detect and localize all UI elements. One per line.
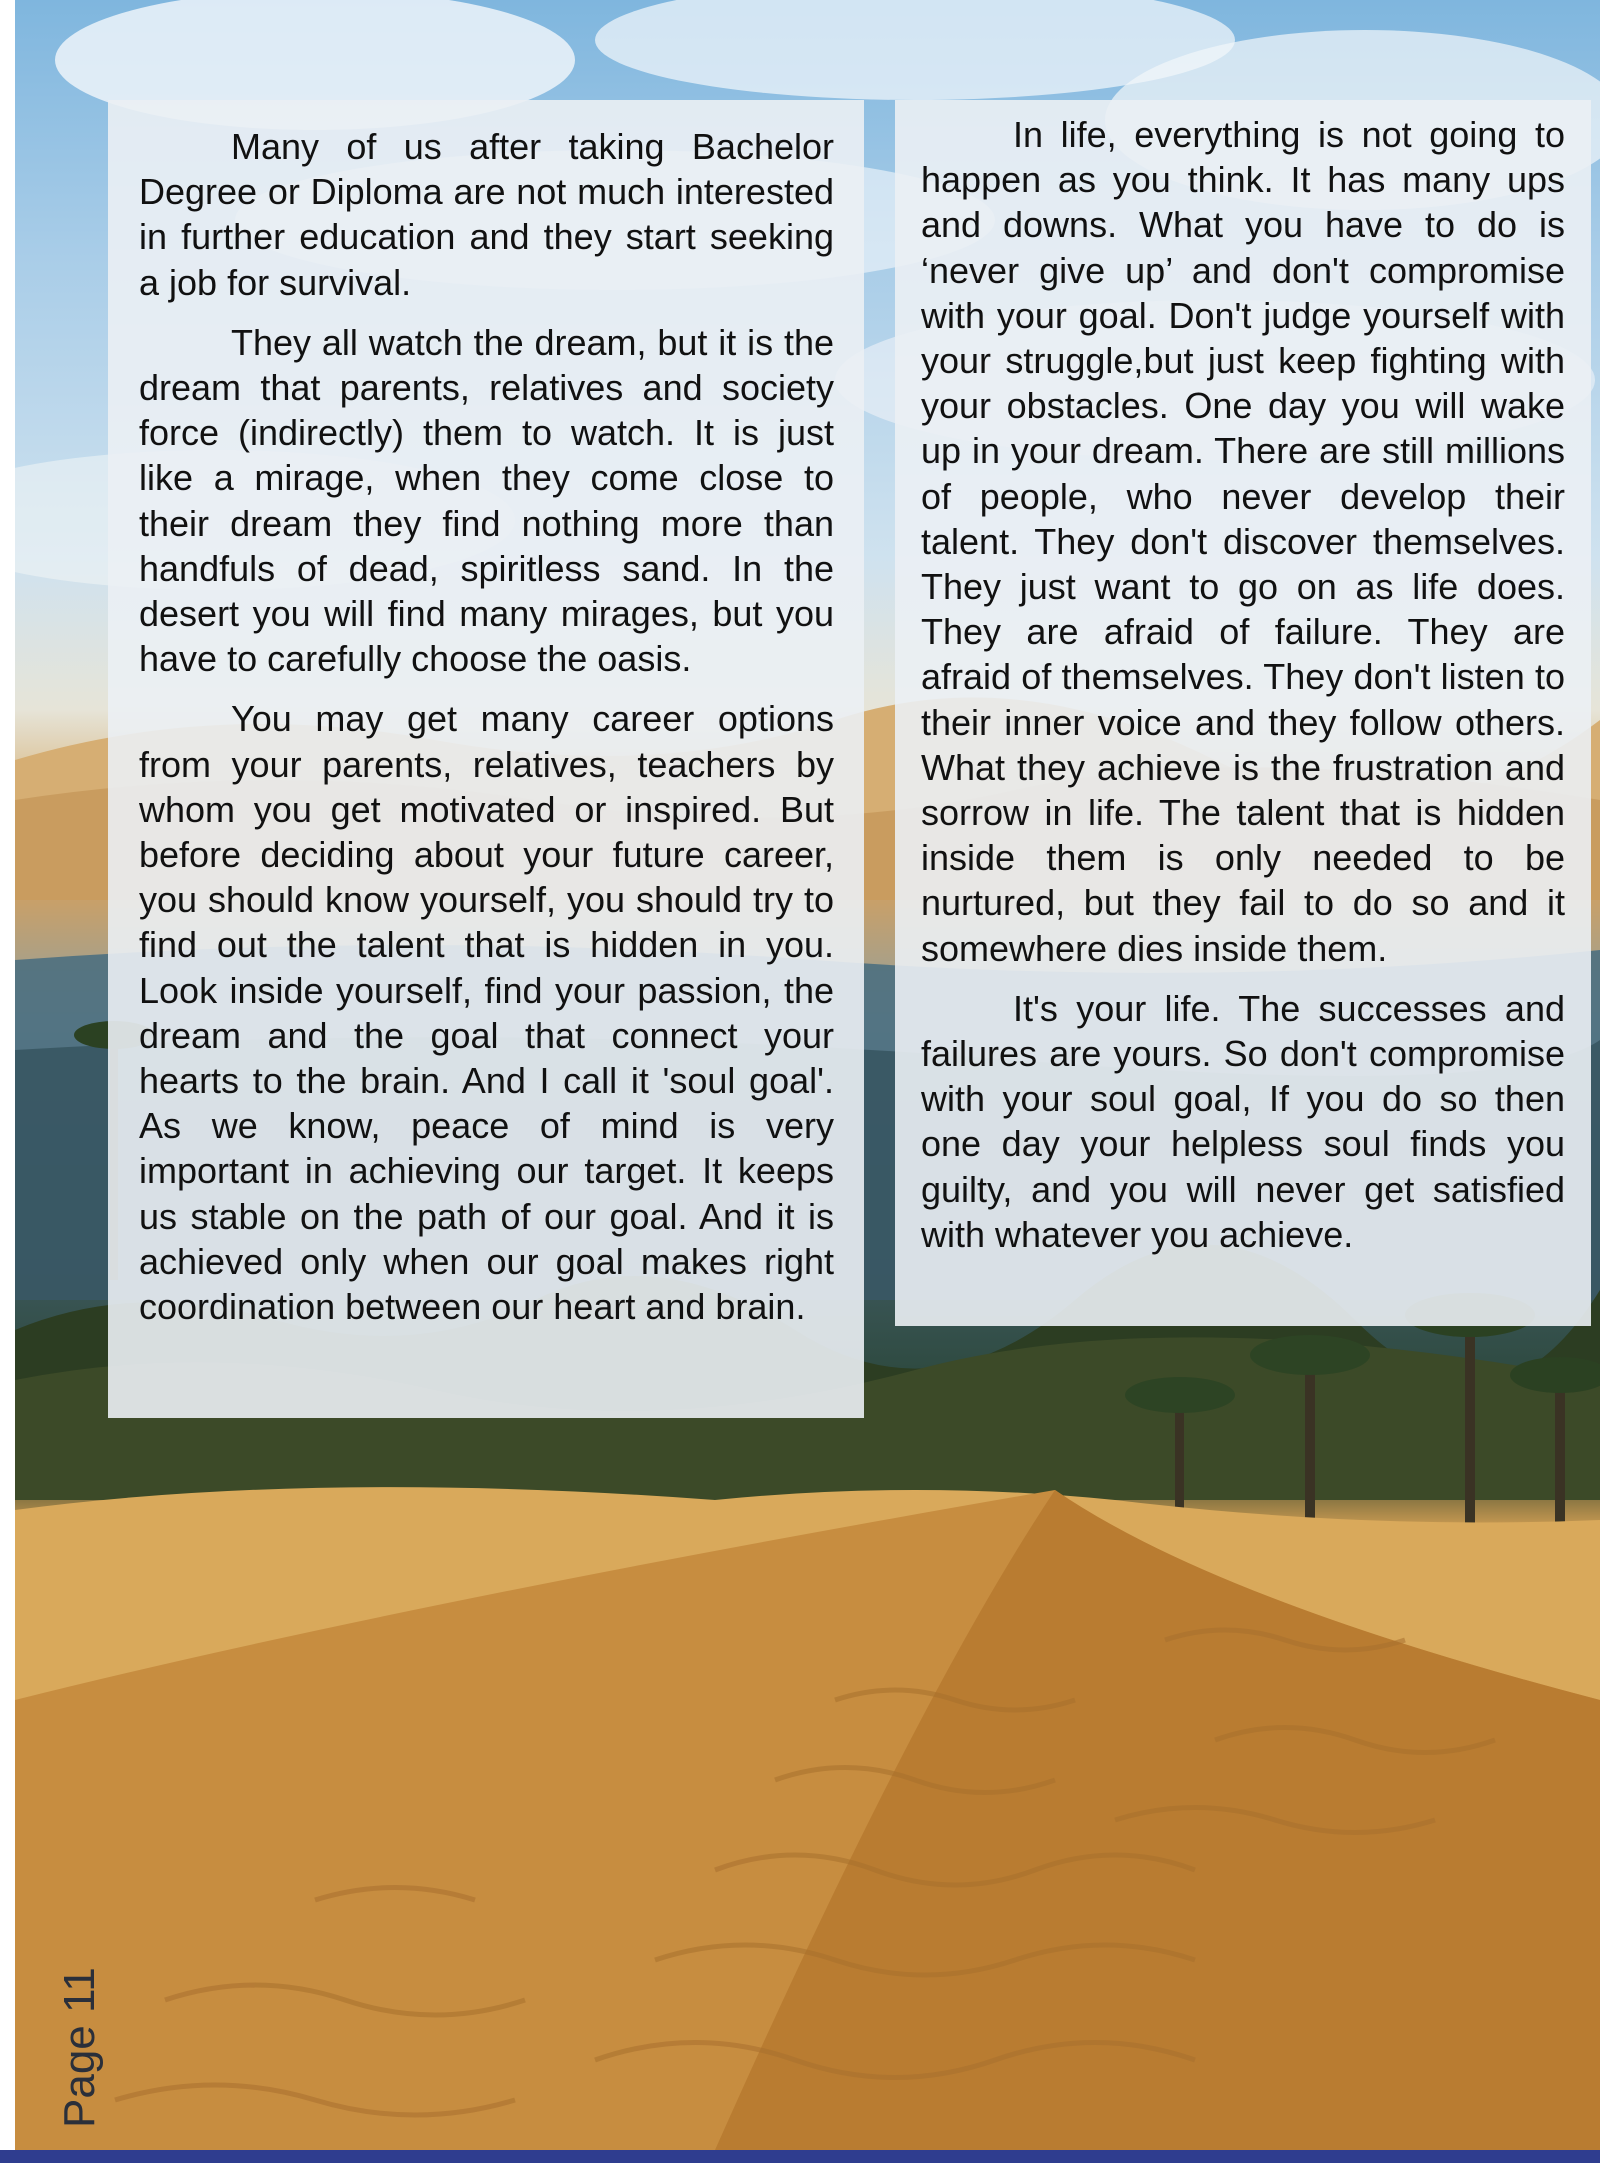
paragraph: You may get many career options from your parents, relatives, teachers by whom you get motivated or inspired. But before deciding about your future career, you should know yourself, you should try to find out the talent that is hidden in you. Look inside yourself, find your passion, the dream and the goal that connect your hearts to the brain. And I call it 'soul goal'. As we know, peace of mind is very important in achieving our target. It keeps us stable on the path of our goal. And it is achieved only when our goal makes right coordination between our heart and brain. <box>139 698 834 1328</box>
footer-bar <box>0 2150 1600 2163</box>
page-number: Page 11 <box>55 1967 104 2128</box>
paragraph: Many of us after taking Bachelor Degree or Diploma are not much interested in further education and they start seeking a job for survival. <box>139 126 834 303</box>
page-margin <box>0 0 15 2163</box>
paragraph: In life, everything is not going to happen as you think. It has many ups and downs. What you have to do is ‘never give up’ and don't compromise with your goal. Don't judge yourself with your struggle,but just keep fighting with your obstacles. One day you will wake up in your dream. There are still millions of people, who never develop their talent. They don't discover themselves. They just want to go on as life does. They are afraid of failure. They are afraid of themselves. They don't listen to their inner voice and they follow others. What they achieve is the frustration and sorrow in life. The talent that is hidden inside them is only needed to be nurtured, but they fail to do so and it somewhere dies inside them. <box>921 114 1565 969</box>
paragraph: It's your life. The successes and failures are yours. So don't compromise with your soul goal, If you do so then one day your helpless soul finds you guilty, and you will never get satisfied with whatever you achieve. <box>921 987 1565 1255</box>
left-text-column <box>108 100 864 1418</box>
paragraph: They all watch the dream, but it is the dream that parents, relatives and society force (indirectly) them to watch. It is just like a mirage, when they come close to their dream they find nothing more than handfuls of dead, spiritless sand. In the desert you will find many mirages, but you have to carefully choose the oasis. <box>139 321 834 680</box>
right-text-column <box>895 100 1591 1326</box>
